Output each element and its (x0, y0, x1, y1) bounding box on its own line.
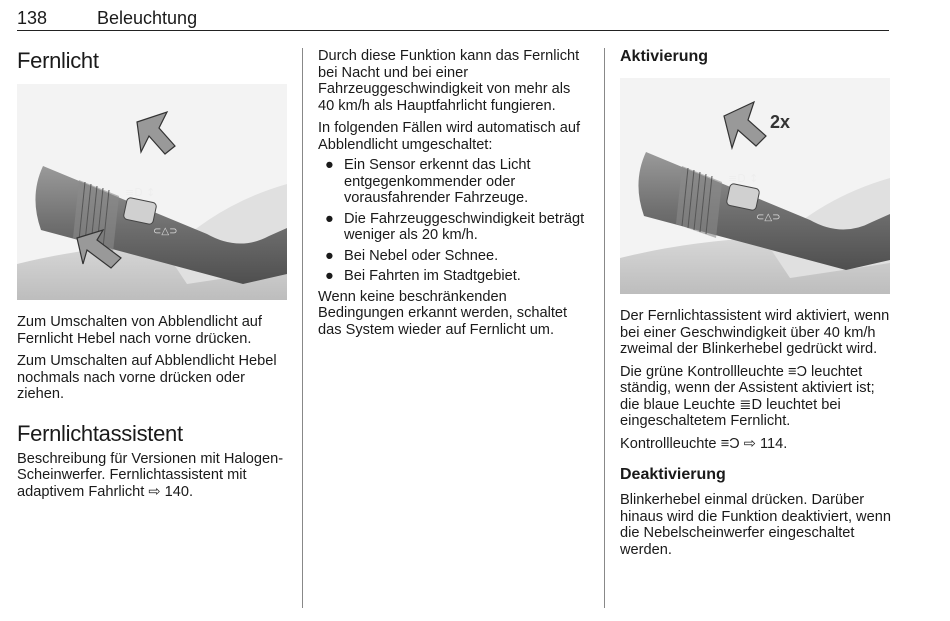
column-2 (318, 48, 590, 338)
column-1 (17, 40, 287, 500)
heading-fernlicht: Fernlicht (17, 48, 99, 73)
paragraph: Kontrollleuchte ≡Ɔ ⇨ 114. (620, 435, 788, 452)
lever-illustration-svg (17, 84, 287, 300)
column-divider-1 (302, 48, 303, 608)
bullet-icon: ● (325, 210, 334, 227)
heading-fernlichtassistent: Fernlichtassistent (17, 420, 183, 446)
column-3 (620, 48, 892, 558)
paragraph: Zum Umschalten auf Abblendlicht Hebel nochmals nach vorne drücken oder ziehen. (17, 353, 277, 402)
paragraph: Durch diese Funktion kann das Fernlicht bei Nacht und bei einer Fahrzeuggeschwindigkeit von mehr als 40 km/h als Hauptfahrlicht fungieren. (318, 48, 580, 114)
paragraph: Wenn keine beschränkenden Bedingungen erkannt werden, schaltet das System wieder auf Fernlicht um. (318, 288, 568, 338)
svg-text:⊂△⊃: ⊂△⊃ (756, 212, 781, 223)
paragraph: Die grüne Kontrollleuchte ≡Ɔ leuchtet ständig, wenn der Assistent aktiviert ist; die blaue Leuchte ≣D leuchtet bei eingeschaltetem Fernlicht. (620, 363, 875, 429)
paragraph: In folgenden Fällen wird automatisch auf Abblendlicht umgeschaltet: (318, 120, 581, 153)
list-item: ● Bei Fahrten im Stadtgebiet. (325, 268, 521, 284)
paragraph: Blinkerhebel einmal drücken. Darüber hinaus wird die Funktion deaktiviert, wenn die Nebelscheinwerfer eingeschaltet werden. (620, 492, 891, 558)
paragraph: Zum Umschalten von Abblendlicht auf Fernlicht Hebel nach vorne drücken. (17, 314, 262, 347)
page-number: 138 (17, 8, 48, 28)
list-item: ● Bei Nebel oder Schnee. (325, 247, 499, 264)
chapter-title: Beleuchtung (97, 8, 198, 28)
lever-illustration-push-pull (17, 84, 287, 300)
bullet-icon: ● (325, 157, 334, 173)
heading-deaktivierung: Deaktivierung (620, 466, 726, 483)
bullet-icon: ● (325, 268, 334, 284)
column-divider-2 (604, 48, 605, 608)
page-header (17, 6, 889, 31)
lever-illustration-svg (620, 78, 890, 294)
figure-label: 2x (770, 112, 791, 132)
bullet-icon: ● (325, 247, 334, 264)
bullet-list (318, 157, 590, 285)
svg-text:≡D ↕: ≡D ↕ (728, 172, 759, 185)
heading-aktivierung: Aktivierung (620, 48, 709, 65)
lever-illustration-2x (620, 78, 890, 294)
svg-text:≡D ↕: ≡D ↕ (125, 186, 156, 199)
paragraph: Der Fernlichtassistent wird aktiviert, wenn bei einer Geschwindigkeit über 40 km/h zweimal der Blinkerhebel gedrückt wird. (620, 308, 890, 357)
list-item: ● Ein Sensor erkennt das Licht entgegenkommender oder vorausfahrender Fahrzeuge. (325, 157, 531, 206)
list-item: ● Die Fahrzeuggeschwindigkeit beträgt weniger als 20 km/h. (325, 210, 585, 243)
svg-text:⊂△⊃: ⊂△⊃ (153, 226, 178, 237)
paragraph: Beschreibung für Versionen mit Halogen-Scheinwerfer. Fernlichtassistent mit adaptivem Fahrlicht ⇨ 140. (17, 450, 284, 500)
